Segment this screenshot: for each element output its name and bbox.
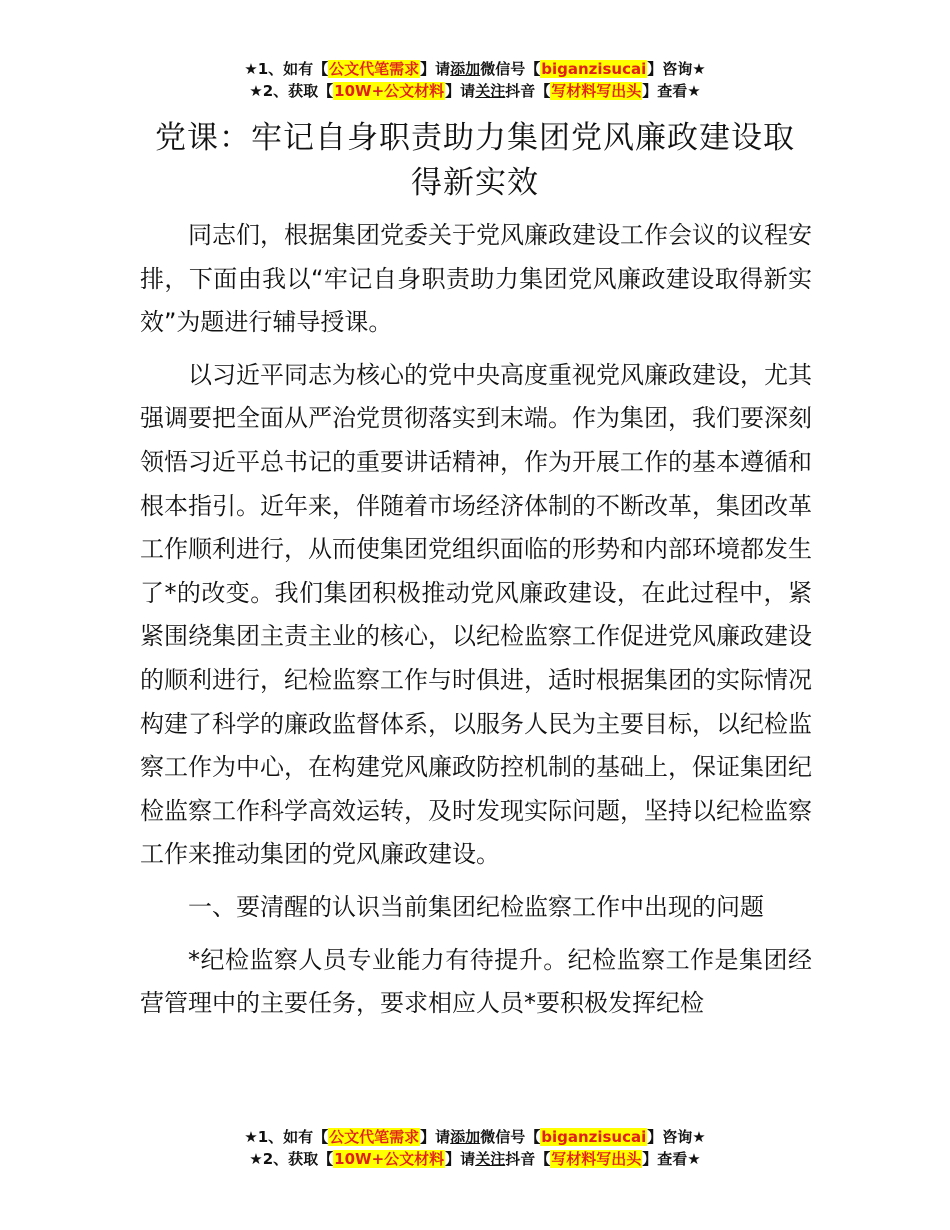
header-notice bbox=[0, 58, 950, 102]
star-icon: ★ bbox=[687, 1150, 701, 1168]
notice-text: 2、获取【 bbox=[262, 82, 334, 100]
notice-text: 2、获取【 bbox=[262, 1150, 334, 1168]
notice-text: 】咨询 bbox=[647, 1128, 693, 1146]
notice-text: 抖音【 bbox=[505, 1150, 551, 1168]
highlight-wechat-id: biganzisucai bbox=[541, 60, 647, 78]
notice-line-1 bbox=[0, 58, 950, 80]
star-icon: ★ bbox=[244, 60, 258, 78]
notice-text: 】查看 bbox=[642, 82, 688, 100]
highlight-douyin: 写材料写出头 bbox=[551, 82, 642, 100]
notice-text: 】请 bbox=[420, 1128, 451, 1146]
footer-notice bbox=[0, 1126, 950, 1170]
notice-text: 】请 bbox=[445, 1150, 476, 1168]
notice-emphasis: 添加 bbox=[450, 60, 481, 78]
notice-emphasis: 添加 bbox=[450, 1128, 481, 1146]
highlight-douyin: 写材料写出头 bbox=[551, 1150, 642, 1168]
highlight-materials: 10W+公文材料 bbox=[334, 1150, 445, 1168]
paragraph-problem-1: *纪检监察人员专业能力有待提升。纪检监察工作是集团经营管理中的主要任务，要求相应人员*要积极发挥纪检 bbox=[140, 945, 812, 1018]
notice-text: 】咨询 bbox=[647, 60, 693, 78]
notice-text: 】查看 bbox=[642, 1150, 688, 1168]
star-icon: ★ bbox=[687, 82, 701, 100]
highlight-ghostwriting: 公文代笔需求 bbox=[329, 1128, 420, 1146]
notice-emphasis: 关注 bbox=[475, 82, 506, 100]
star-icon: ★ bbox=[249, 1150, 263, 1168]
notice-text: 】请 bbox=[420, 60, 451, 78]
document-title: 党课：牢记自身职责助力集团党风廉政建设取得新实效 bbox=[155, 120, 795, 201]
notice-text: 抖音【 bbox=[505, 82, 551, 100]
highlight-ghostwriting: 公文代笔需求 bbox=[329, 60, 420, 78]
paragraph-intro: 同志们，根据集团党委关于党风廉政建设工作会议的议程安排，下面由我以“牢记自身职责助力集团党风廉政建设取得新实效”为题进行辅导授课。 bbox=[140, 221, 812, 337]
notice-emphasis: 关注 bbox=[475, 1150, 506, 1168]
paragraph-background: 以习近平同志为核心的党中央高度重视党风廉政建设，尤其强调要把全面从严治党贯彻落实到末端。作为集团，我们要深刻领悟习近平总书记的重要讲话精神，作为开展工作的基本遵循和根本指引。近年来，伴随着市场经济体制的不断改革，集团改革工作顺利进行，从而使集团党组织面临的形势和内部环境都发生了*的改变。我们集团积极推动党风廉政建设，在此过程中，紧紧围绕集团主责主业的核心，以纪检监察工作促进党风廉政建设的顺利进行，纪检监察工作与时俱进，适时根据集团的实际情况构建了科学的廉政监督体系，以服务人民为主要目标，以纪检监察工作为中心，在构建党风廉政防控机制的基础上，保证集团纪检监察工作科学高效运转，及时发现实际问题，坚持以纪检监察工作来推动集团的党风廉政建设。 bbox=[140, 360, 812, 869]
notice-text: 微信号【 bbox=[480, 60, 541, 78]
notice-line-2 bbox=[0, 1148, 950, 1170]
section-heading: 一、要清醒的认识当前集团纪检监察工作中出现的问题 bbox=[188, 892, 764, 921]
star-icon: ★ bbox=[249, 82, 263, 100]
notice-line-1 bbox=[0, 1126, 950, 1148]
star-icon: ★ bbox=[692, 1128, 706, 1146]
highlight-materials: 10W+公文材料 bbox=[334, 82, 445, 100]
notice-text: 】请 bbox=[445, 82, 476, 100]
highlight-wechat-id: biganzisucai bbox=[541, 1128, 647, 1146]
notice-line-2 bbox=[0, 80, 950, 102]
document-body bbox=[140, 214, 812, 1035]
star-icon: ★ bbox=[692, 60, 706, 78]
notice-text: 微信号【 bbox=[480, 1128, 541, 1146]
notice-text: 1、如有【 bbox=[257, 1128, 329, 1146]
star-icon: ★ bbox=[244, 1128, 258, 1146]
notice-text: 1、如有【 bbox=[257, 60, 329, 78]
